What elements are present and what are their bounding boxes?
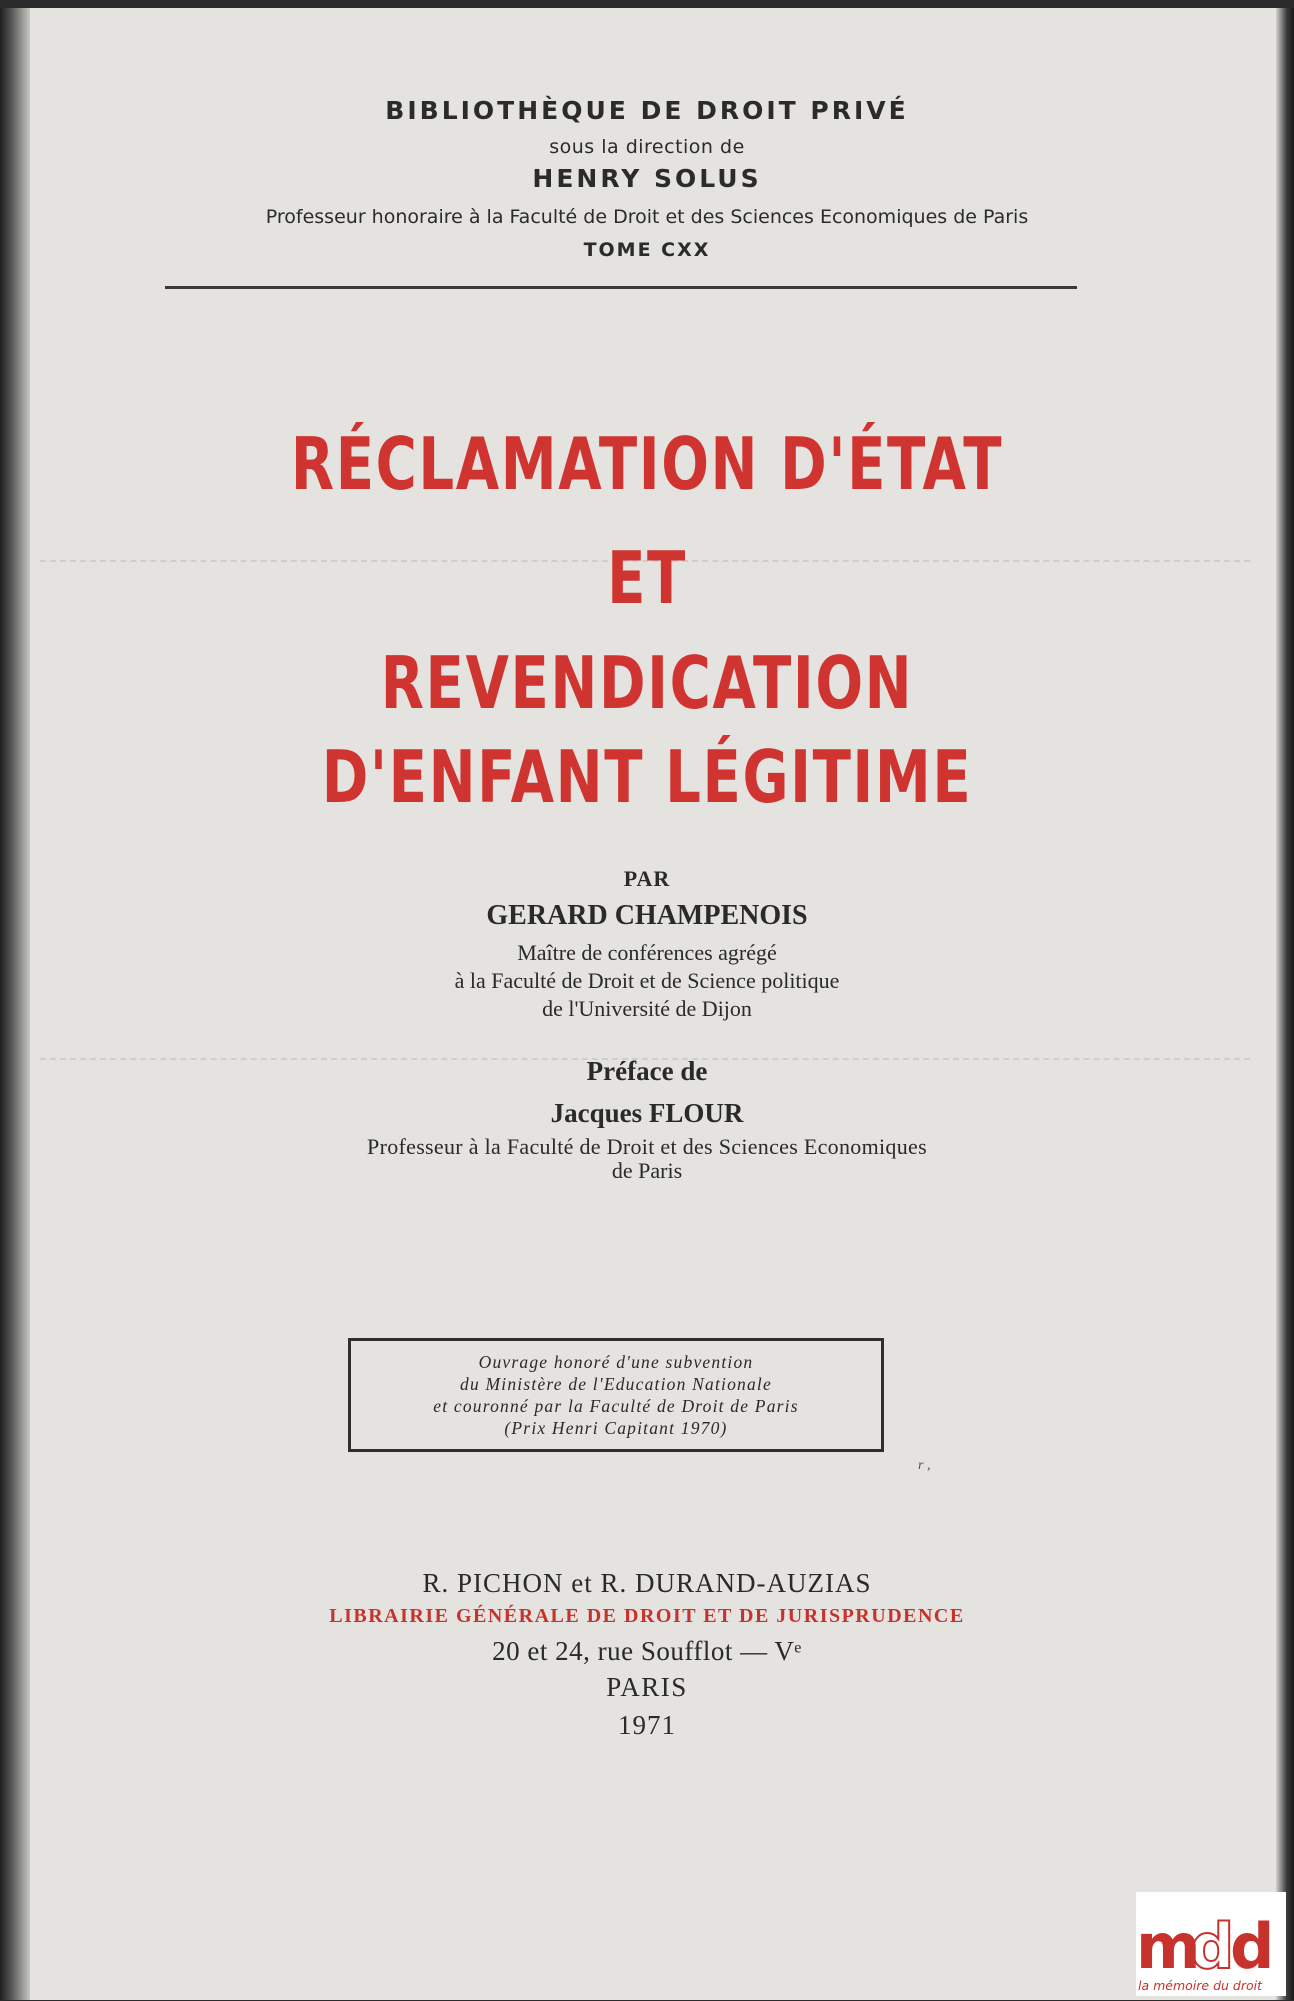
title-conjunction — [0, 536, 1294, 620]
author-position-3: de l'Université de Dijon — [542, 996, 752, 1021]
svg-text:m: m — [1136, 1910, 1197, 1983]
book-title — [0, 422, 1294, 506]
svg-text:d: d — [1230, 1910, 1275, 1983]
direction-label: sous la direction de — [549, 136, 745, 158]
preface-position-1: Professeur à la Faculté de Droit et des Sciences Economiques — [367, 1134, 927, 1159]
award-line-1: Ouvrage honoré d'une subvention — [478, 1352, 754, 1372]
title-line-1: RÉCLAMATION D'ÉTAT — [290, 422, 1004, 506]
author-name: GERARD CHAMPENOIS — [486, 900, 808, 931]
volume-number: TOME CXX — [583, 239, 711, 261]
by-label: PAR — [623, 866, 671, 891]
publisher-city: PARIS — [606, 1672, 688, 1702]
title-part-3 — [0, 735, 1294, 819]
director-name: HENRY SOLUS — [532, 164, 762, 193]
publisher-address: 20 et 24, rue Soufflot — Vᵉ — [492, 1636, 802, 1666]
author-position-1: Maître de conférences agrégé — [517, 940, 777, 965]
publisher-names: R. PICHON et R. DURAND-AUZIAS — [422, 1568, 872, 1598]
publication-year: 1971 — [618, 1710, 676, 1740]
award-line-4: (Prix Henri Capitant 1970) — [504, 1418, 728, 1438]
collection-title: BIBLIOTHÈQUE DE DROIT PRIVÉ — [385, 96, 909, 125]
title-line-3: REVENDICATION — [380, 641, 914, 725]
mdd-tagline: la mémoire du droit — [1138, 1978, 1262, 1993]
preface-label: Préface de — [586, 1056, 708, 1086]
title-line-2: ET — [607, 536, 687, 620]
header-rule — [165, 286, 1077, 289]
mdd-logo — [1136, 1892, 1286, 1996]
preface-position-2: de Paris — [611, 1158, 683, 1183]
award-box — [348, 1338, 884, 1452]
preface-author: Jacques FLOUR — [550, 1098, 744, 1128]
author-position-2: à la Faculté de Droit et de Science politique — [454, 968, 840, 993]
mdd-logo-graphic — [1136, 1892, 1286, 1996]
award-line-3: et couronné par la Faculté de Droit de Paris — [433, 1396, 799, 1416]
title-part-2 — [0, 641, 1294, 725]
publisher-house: LIBRAIRIE GÉNÉRALE DE DROIT ET DE JURISPRUDENCE — [329, 1605, 965, 1627]
award-line-2: du Ministère de l'Education Nationale — [460, 1374, 772, 1394]
top-edge — [0, 0, 1294, 8]
svg-text:d: d — [1190, 1910, 1235, 1983]
title-line-4: D'ENFANT LÉGITIME — [321, 735, 973, 819]
director-title: Professeur honoraire à la Faculté de Droit et des Sciences Economiques de Paris — [265, 206, 1029, 228]
pencil-mark: r , — [918, 1458, 931, 1473]
